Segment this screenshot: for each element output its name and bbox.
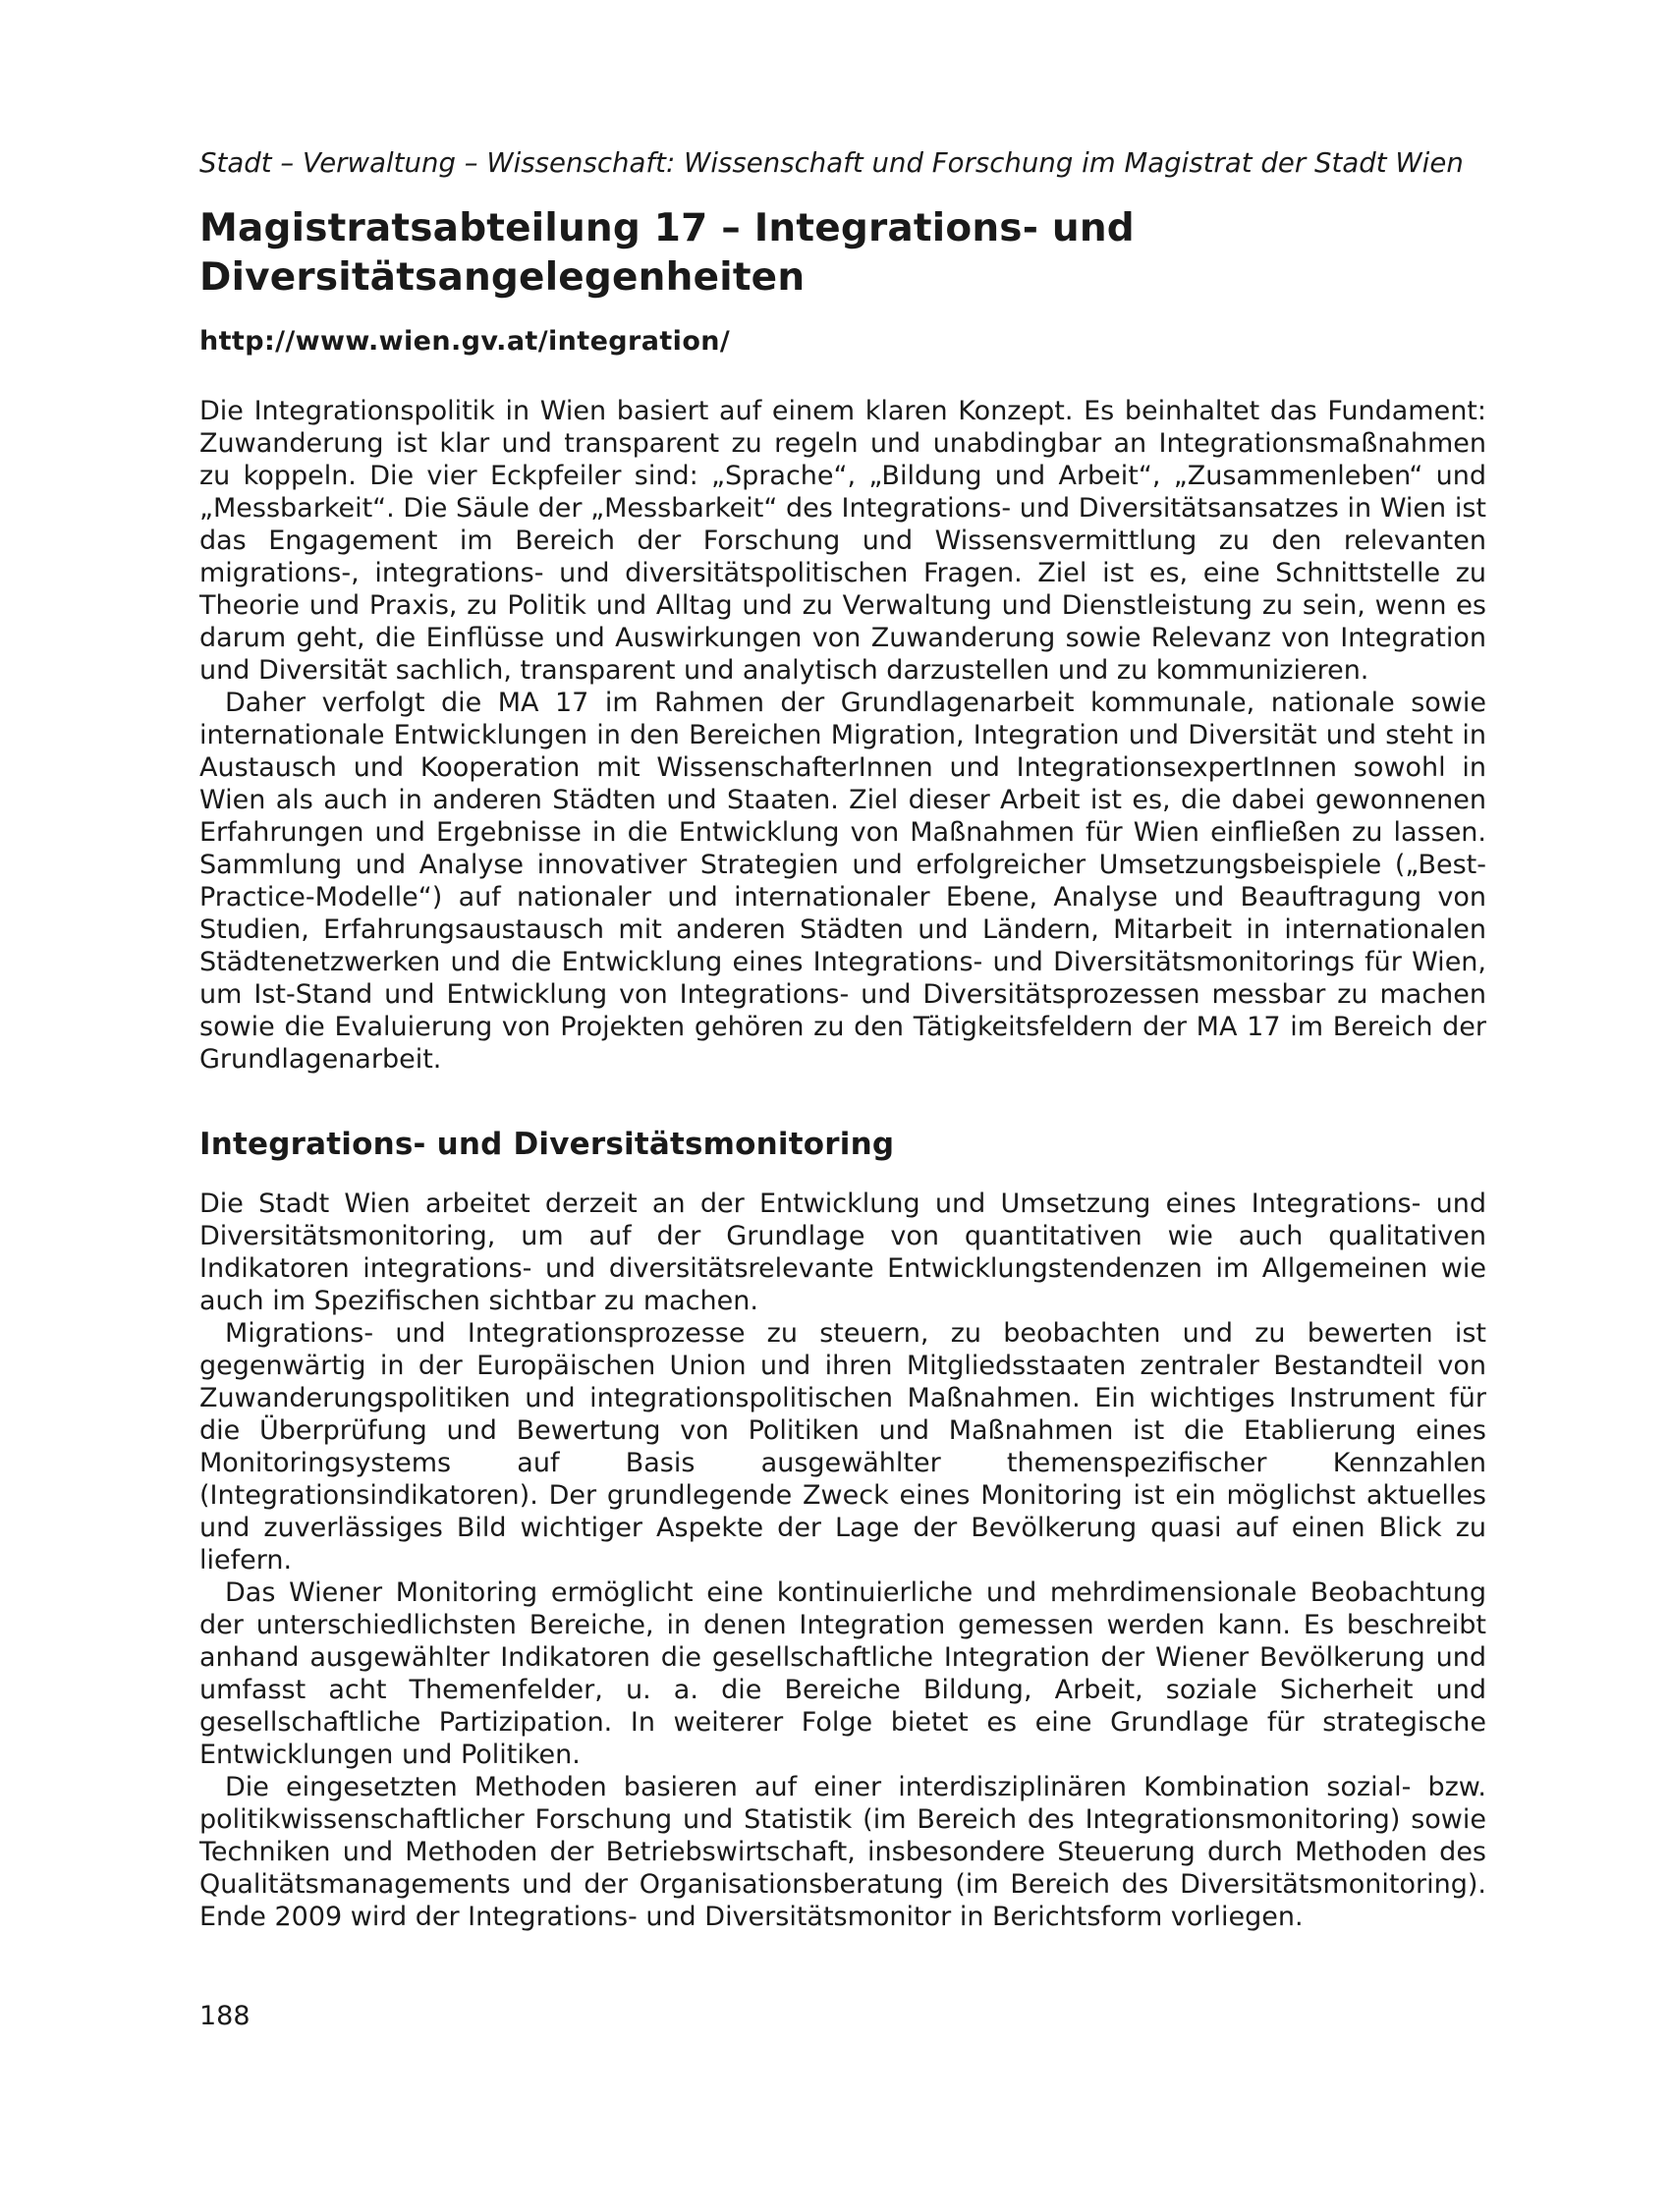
section-paragraph-1: Die Stadt Wien arbeitet derzeit an der Entwicklung und Umsetzung eines Integrations- und Diversitätsmonitoring, um auf der Grundlage von quantitativen wie auch qualitativen Indikatoren integrations- und diversitätsrelevante Entwicklungstendenzen im Allgemeinen wie auch im Spezifischen sichtbar zu machen. (199, 1189, 1486, 1316)
document-page (199, 145, 1486, 1933)
page-number: 188 (199, 2001, 251, 2031)
running-header: Stadt – Verwaltung – Wissenschaft: Wissenschaft und Forschung im Magistrat der Stadt Wien (199, 147, 1464, 179)
section-title: Integrations- und Diversitätsmonitoring (199, 1127, 895, 1162)
department-url[interactable]: http://www.wien.gv.at/integration/ (199, 326, 731, 357)
section-paragraph-4: Die eingesetzten Methoden basieren auf einer interdisziplinären Kombination sozial- bzw. politikwissenschaftlicher Forschung und Statistik (im Bereich des Integrationsmonitoring) sowie Techniken und Methoden der Betriebswirtschaft, insbesondere Steuerung durch Methoden des Qualitätsmanagements und der Organisationsberatung (im Bereich des Diversitätsmonitoring). Ende 2009 wird der Integrations- und Diversitätsmonitor in Berichtsform vorliegen. (199, 1772, 1486, 1932)
chapter-title-line-1: Magistratsabteilung 17 – Integrations- und (199, 206, 1135, 250)
chapter-title-line-2: Diversitätsangelegenheiten (199, 255, 806, 300)
section-paragraph-2: Migrations- und Integrationsprozesse zu steuern, zu beobachten und zu bewerten ist gegenwärtig in der Europäischen Union und ihren Mitgliedsstaaten zentraler Bestandteil von Zuwanderungspolitiken und integrationspolitischen Maßnahmen. Ein wichtiges Instrument für die Überprüfung und Bewertung von Politiken und Maßnahmen ist die Etablierung eines Monitoringsystems auf Basis ausgewählter themenspezifischer Kennzahlen (Integrationsindikatoren). Der grundlegende Zweck eines Monitoring ist ein möglichst aktuelles und zuverlässiges Bild wichtiger Aspekte der Lage der Bevölkerung quasi auf einen Blick zu liefern. (199, 1318, 1486, 1576)
intro-paragraph-2: Daher verfolgt die MA 17 im Rahmen der Grundlagenarbeit kommunale, nationale sowie internationale Entwicklungen in den Bereichen Migration, Integration und Diversität und steht in Austausch und Kooperation mit WissenschafterInnen und IntegrationsexpertInnen sowohl in Wien als auch in anderen Städten und Staaten. Ziel dieser Arbeit ist es, die dabei gewonnenen Erfahrungen und Ergebnisse in die Entwicklung von Maßnahmen für Wien einfließen zu lassen. Sammlung und Analyse innovativer Strategien und erfolgreicher Umsetzungsbeispiele („Best-Practice-Modelle“) auf nationaler und internationaler Ebene, Analyse und Beauftragung von Studien, Erfahrungsaustausch mit anderen Städten und Ländern, Mitarbeit in internationalen Städtenetzwerken und die Entwicklung eines Integrations- und Diversitätsmonitorings für Wien, um Ist-Stand und Entwicklung von Integrations- und Diversitätsprozessen messbar zu machen sowie die Evaluierung von Projekten gehören zu den Tätigkeitsfeldern der MA 17 im Bereich der Grundlagenarbeit. (199, 688, 1486, 1075)
section-paragraph-3: Das Wiener Monitoring ermöglicht eine kontinuierliche und mehrdimensionale Beobachtung der unterschiedlichsten Bereiche, in denen Integration gemessen werden kann. Es beschreibt anhand ausgewählter Indikatoren die gesellschaftliche Integration der Wiener Bevölkerung und umfasst acht Themenfelder, u. a. die Bereiche Bildung, Arbeit, soziale Sicherheit und gesellschaftliche Partizipation. In weiterer Folge bietet es eine Grundlage für strategische Entwicklungen und Politiken. (199, 1577, 1486, 1770)
intro-paragraph-1: Die Integrationspolitik in Wien basiert auf einem klaren Konzept. Es beinhaltet das Fundament: Zuwanderung ist klar und transparent zu regeln und unabdingbar an Integrationsmaßnahmen zu koppeln. Die vier Eckpfeiler sind: „Sprache“, „Bildung und Arbeit“, „Zusammenleben“ und „Messbarkeit“. Die Säule der „Messbarkeit“ des Integrations- und Diversitätsansatzes in Wien ist das Engagement im Bereich der Forschung und Wissensvermittlung zu den relevanten migrations-, integrations- und diversitätspolitischen Fragen. Ziel ist es, eine Schnittstelle zu Theorie und Praxis, zu Politik und Alltag und zu Verwaltung und Dienstleistung zu sein, wenn es darum geht, die Einflüsse und Auswirkungen von Zuwanderung sowie Relevanz von Integration und Diversität sachlich, transparent und analytisch darzustellen und zu kommunizieren. (199, 396, 1486, 686)
chapter-title (199, 204, 1486, 303)
